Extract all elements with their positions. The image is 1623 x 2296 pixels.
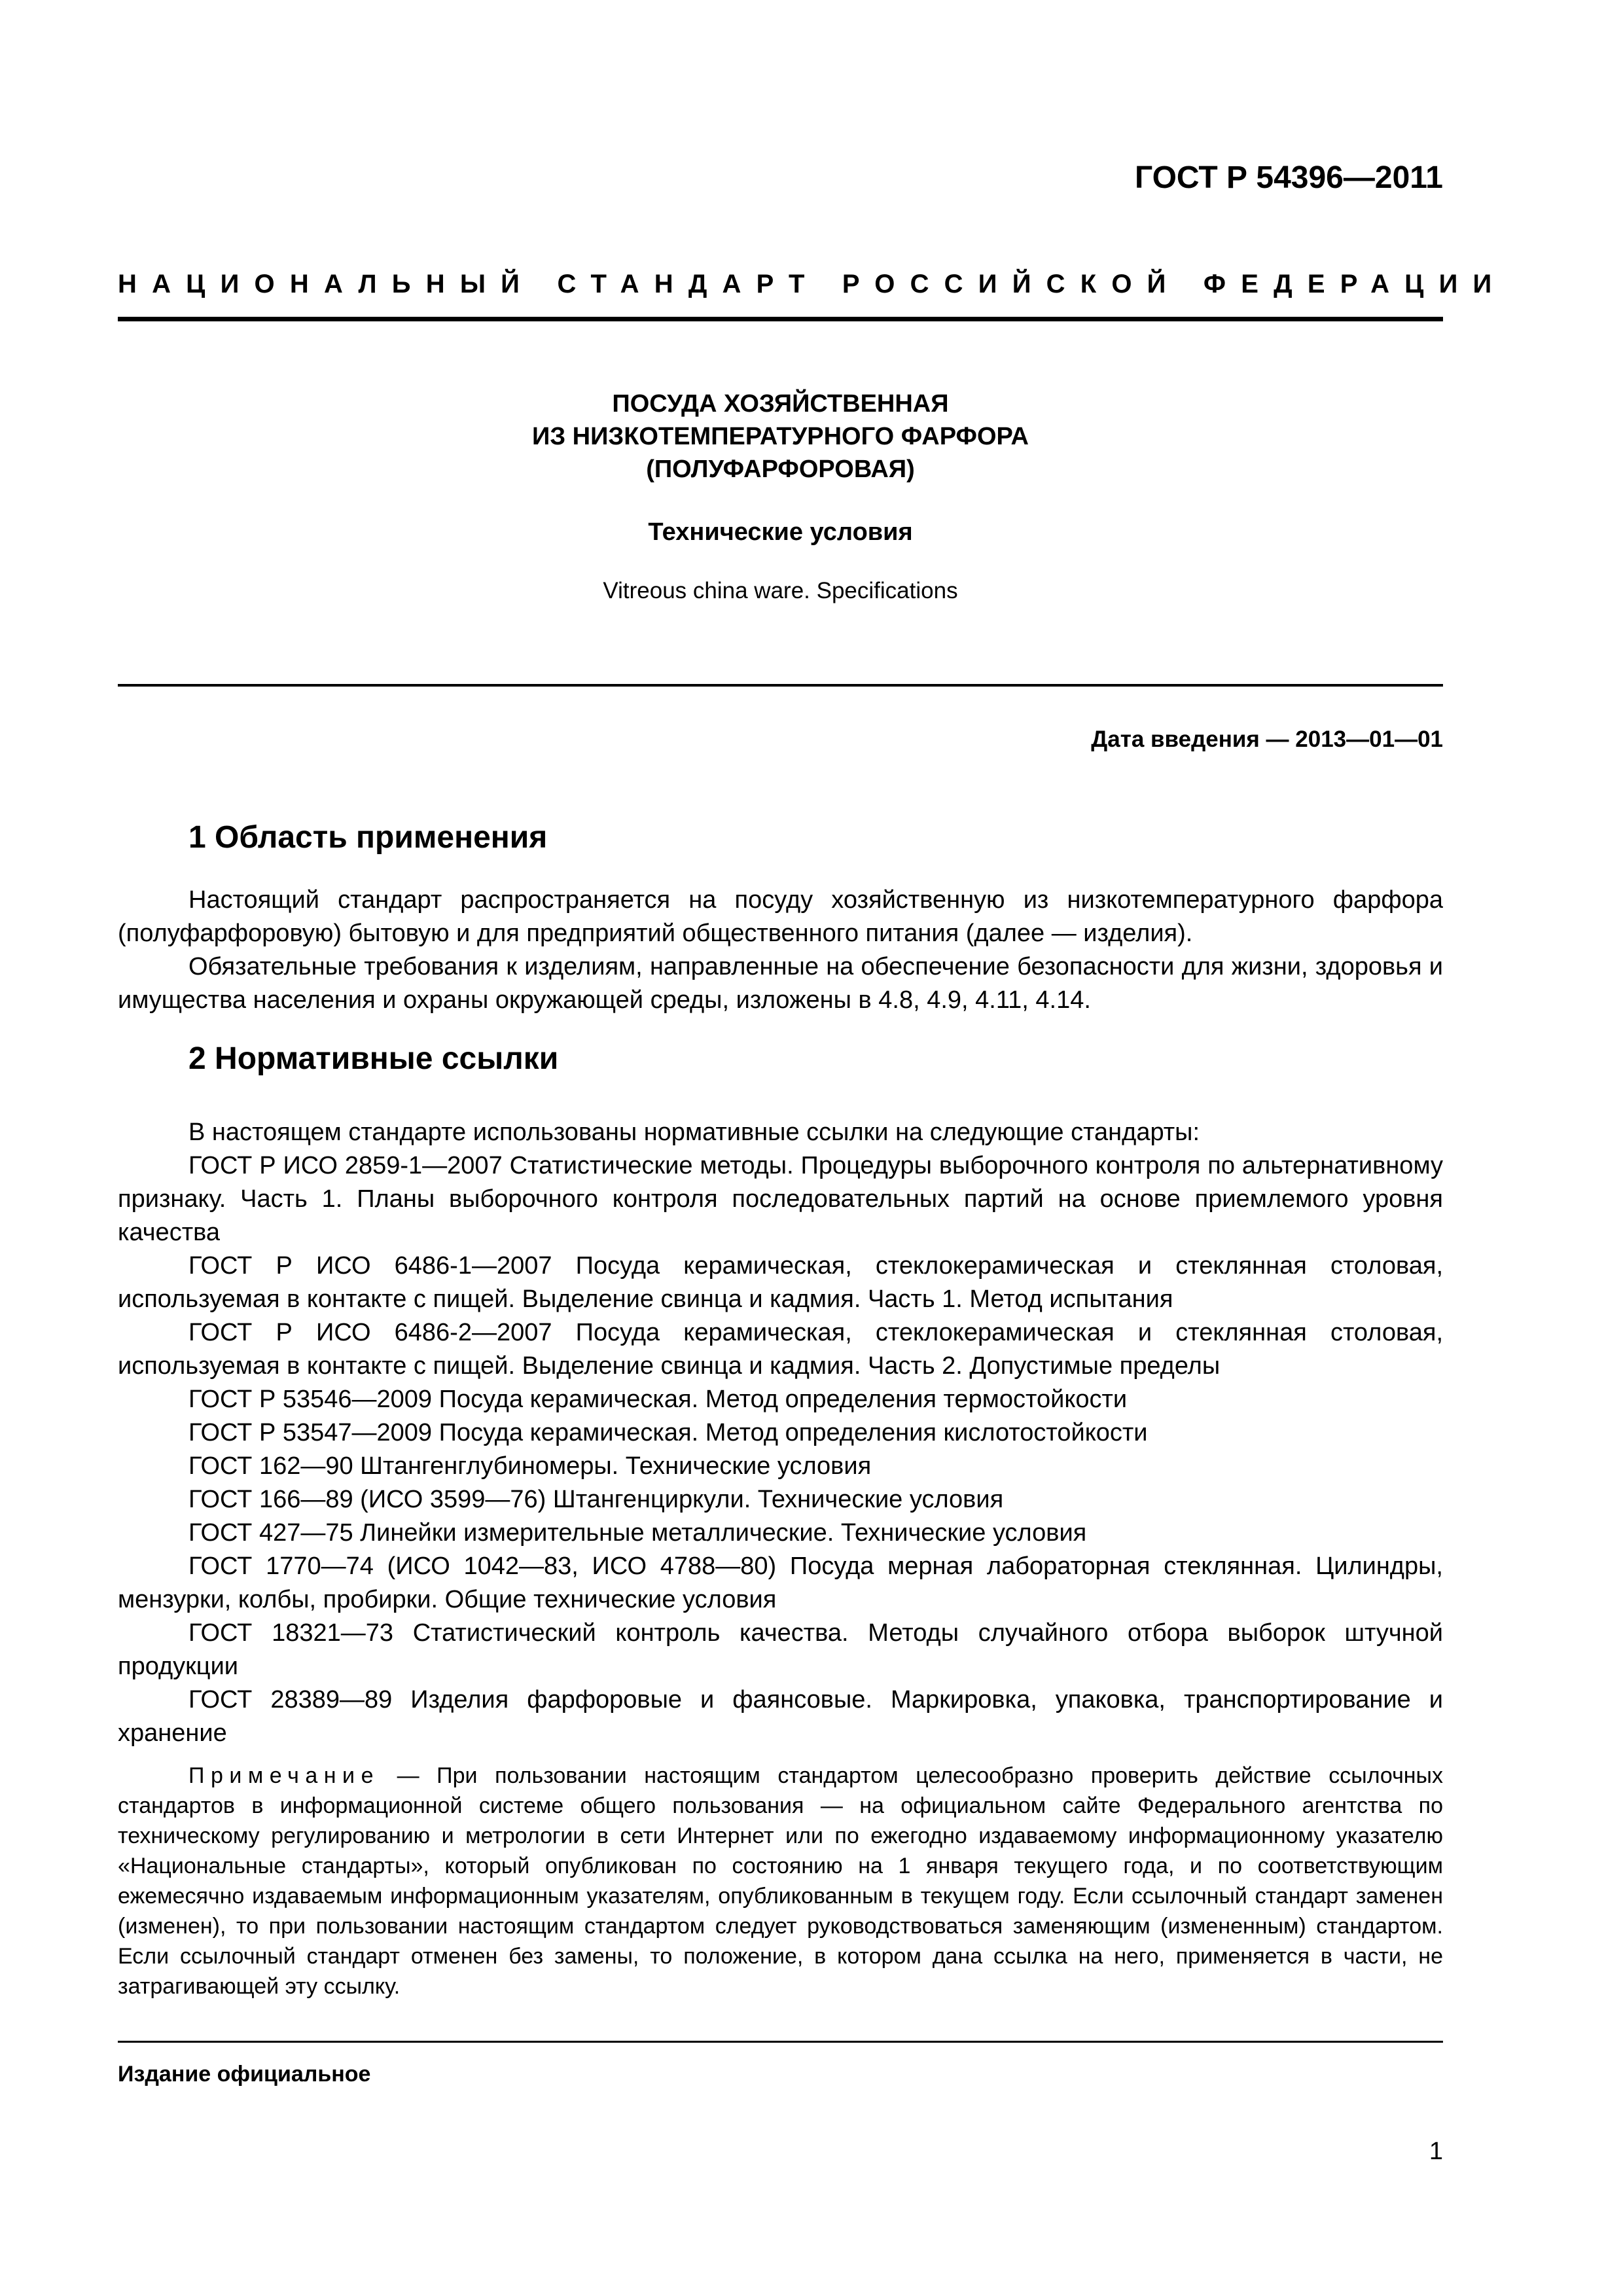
title-line-3: (ПОЛУФАРФОРОВАЯ) [646,456,915,483]
section-1-paragraph: Обязательные требования к изделиям, направленные на обеспечение безопасности для жизни, здоровья и имущества населения и охраны окружающей среды, изложены в 4.8, 4.9, 4.11, 4.14. [118,953,1443,1014]
reference-item: ГОСТ 1770—74 (ИСО 1042—83, ИСО 4788—80) Посуда мерная лабораторная стеклянная. Цилиндры, мензурки, колбы, пробирки. Общие технические условия [118,1552,1443,1613]
reference-item: ГОСТ Р ИСО 6486-1—2007 Посуда керамическая, стеклокерамическая и стеклянная столовая, используемая в контакте с пищей. Выделение свинца и кадмия. Часть 1. Метод испытания [118,1252,1443,1313]
footer-rule [118,2041,1443,2043]
reference-item: ГОСТ Р ИСО 6486-2—2007 Посуда керамическая, стеклокерамическая и стеклянная столовая, используемая в контакте с пищей. Выделение свинца и кадмия. Часть 2. Допустимые пределы [118,1319,1443,1380]
page-number: 1 [1429,2138,1443,2165]
title-rule [118,684,1443,687]
header-rule [118,317,1443,321]
reference-item: ГОСТ 427—75 Линейки измерительные металлические. Технические условия [188,1519,1087,1547]
english-title: Vitreous china ware. Specifications [603,578,958,603]
section-1-paragraph: Настоящий стандарт распространяется на посуду хозяйственную из низкотемпературного фарфора (полуфарфоровую) бытовую и для предприятий общественного питания (далее — изделия). [118,886,1443,947]
edition-label: Издание официальное [118,2062,371,2087]
note-label: Примечание [188,1763,380,1788]
intro-date: Дата введения — 2013—01—01 [1091,726,1443,752]
reference-item: ГОСТ 166—89 (ИСО 3599—76) Штангенциркули. Технические условия [188,1486,1004,1513]
section-2-intro: В настоящем стандарте использованы нормативные ссылки на следующие стандарты: [188,1119,1200,1146]
reference-item: ГОСТ 18321—73 Статистический контроль качества. Методы случайного отбора выборок штучной продукции [118,1619,1443,1680]
document-subtitle: Технические условия [648,518,913,546]
reference-item: ГОСТ 28389—89 Изделия фарфоровые и фаянсовые. Маркировка, упаковка, транспортирование и хранение [118,1686,1443,1747]
national-standard-title: НАЦИОНАЛЬНЫЙ СТАНДАРТ РОССИЙСКОЙ ФЕДЕРАЦИИ [118,270,1507,298]
section-2-heading: 2 Нормативные ссылки [188,1041,559,1076]
note-text: — При пользовании настоящим стандартом целесообразно проверить действие ссылочных стандартов в информационной системе общего пользования — на официальном сайте Федерального агентства по техническому регулированию и метрологии в сети Интернет или по ежегодно издаваемому информационному указателю «Национальные стандарты», который опубликован по состоянию на 1 января текущего года, и по соответствующим ежемесячно издаваемым информационным указателям, опубликованным в текущем году. Если ссылочный стандарт заменен (изменен), то при пользовании настоящим стандартом следует руководствоваться заменяющим (измененным) стандартом. Если ссылочный стандарт отменен без замены, то положение, в котором дана ссылка на него, применяется в части, не затрагивающей эту ссылку. [118,1763,1443,1999]
section-1-heading: 1 Область применения [188,820,548,855]
reference-item: ГОСТ Р 53547—2009 Посуда керамическая. Метод определения кислотостойкости [188,1419,1148,1446]
references-note [118,1761,1443,2001]
section-2-body [118,1116,1443,1750]
section-1-body [118,884,1443,1017]
reference-item: ГОСТ Р ИСО 2859-1—2007 Статистические методы. Процедуры выборочного контроля по альтернативному признаку. Часть 1. Планы выборочного контроля последовательных партий на основе приемлемого уровня качества [118,1152,1443,1246]
reference-item: ГОСТ 162—90 Штангенглубиномеры. Технические условия [188,1452,872,1480]
title-block [118,387,1443,604]
title-line-2: ИЗ НИЗКОТЕМПЕРАТУРНОГО ФАРФОРА [532,423,1029,450]
document-code: ГОСТ Р 54396—2011 [1135,160,1443,195]
reference-item: ГОСТ Р 53546—2009 Посуда керамическая. Метод определения термостойкости [188,1386,1128,1413]
document-page [118,0,1507,2296]
title-line-1: ПОСУДА ХОЗЯЙСТВЕННАЯ [612,390,949,418]
